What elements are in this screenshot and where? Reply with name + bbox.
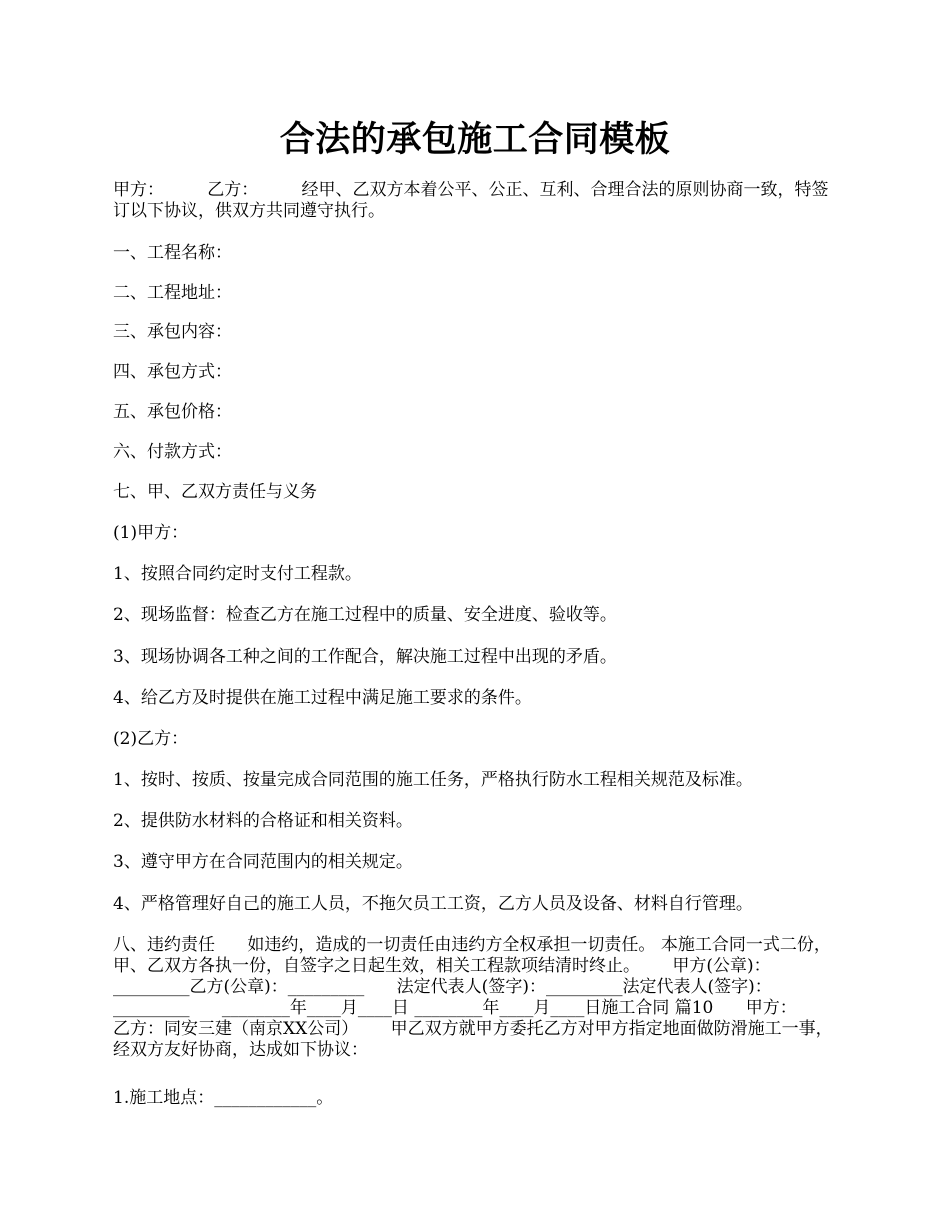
party-b-duty-2: 2、提供防水材料的合格证和相关资料。 [113, 811, 413, 831]
party-a-duty-2: 2、现场监督：检查乙方在施工过程中的质量、安全进度、验收等。 [113, 605, 617, 625]
clause-contract-price: 五、承包价格： [113, 402, 232, 422]
clause-contract-content: 三、承包内容： [113, 322, 232, 342]
intro-paragraph: 甲方： 乙方： 经甲、乙双方本着公平、公正、互利、合理合法的原则协商一致，特签订以下协议，供双方共同遵守执行。 [113, 180, 829, 221]
clause-payment-method: 六、付款方式： [113, 442, 232, 462]
party-a-duty-3: 3、现场协调各工种之间的工作配合，解决施工过程中出现的矛盾。 [113, 647, 617, 667]
clause-contract-method: 四、承包方式： [113, 362, 232, 382]
clause-project-address: 二、工程地址： [113, 283, 232, 303]
party-b-heading: (2)乙方： [113, 729, 189, 749]
party-a-heading: (1)甲方： [113, 523, 189, 543]
party-b-duty-3: 3、遵守甲方在合同范围内的相关规定。 [113, 852, 413, 872]
clause-responsibilities: 七、甲、乙双方责任与义务 [113, 482, 317, 502]
clause-project-name: 一、工程名称： [113, 243, 232, 263]
party-b-duty-4: 4、严格管理好自己的施工人员，不拖欠员工工资，乙方人员及设备、材料自行管理。 [113, 894, 753, 914]
document-title: 合法的承包施工合同模板 [279, 119, 671, 160]
party-b-duty-1: 1、按时、按质、按量完成合同范围的施工任务，严格执行防水工程相关规范及标准。 [113, 770, 753, 790]
party-a-duty-4: 4、给乙方及时提供在施工过程中满足施工要求的条件。 [113, 688, 532, 708]
clause-construction-site: 1.施工地点：____________。 [113, 1088, 334, 1108]
party-a-duty-1: 1、按照合同约定时支付工程款。 [113, 564, 362, 584]
breach-paragraph: 八、违约责任 如违约，造成的一切责任由违约方全权承担一切责任。 本施工合同一式二份，甲、乙双方各执一份，自签字之日起生效，相关工程款项结清时终止。 甲方(公章)：_________乙方(公章)：_________ 法定代表人(签字)：_________法定代表人(签字)：_________ ________年____月____日 ________年____月____日施工合同 篇10 甲方： 乙方：同安三建（南京XX公司） 甲乙双方就甲方委托乙方对甲方指定地面做防滑施工一事，经双方友好协商，达成如下协议： [113, 935, 841, 1060]
